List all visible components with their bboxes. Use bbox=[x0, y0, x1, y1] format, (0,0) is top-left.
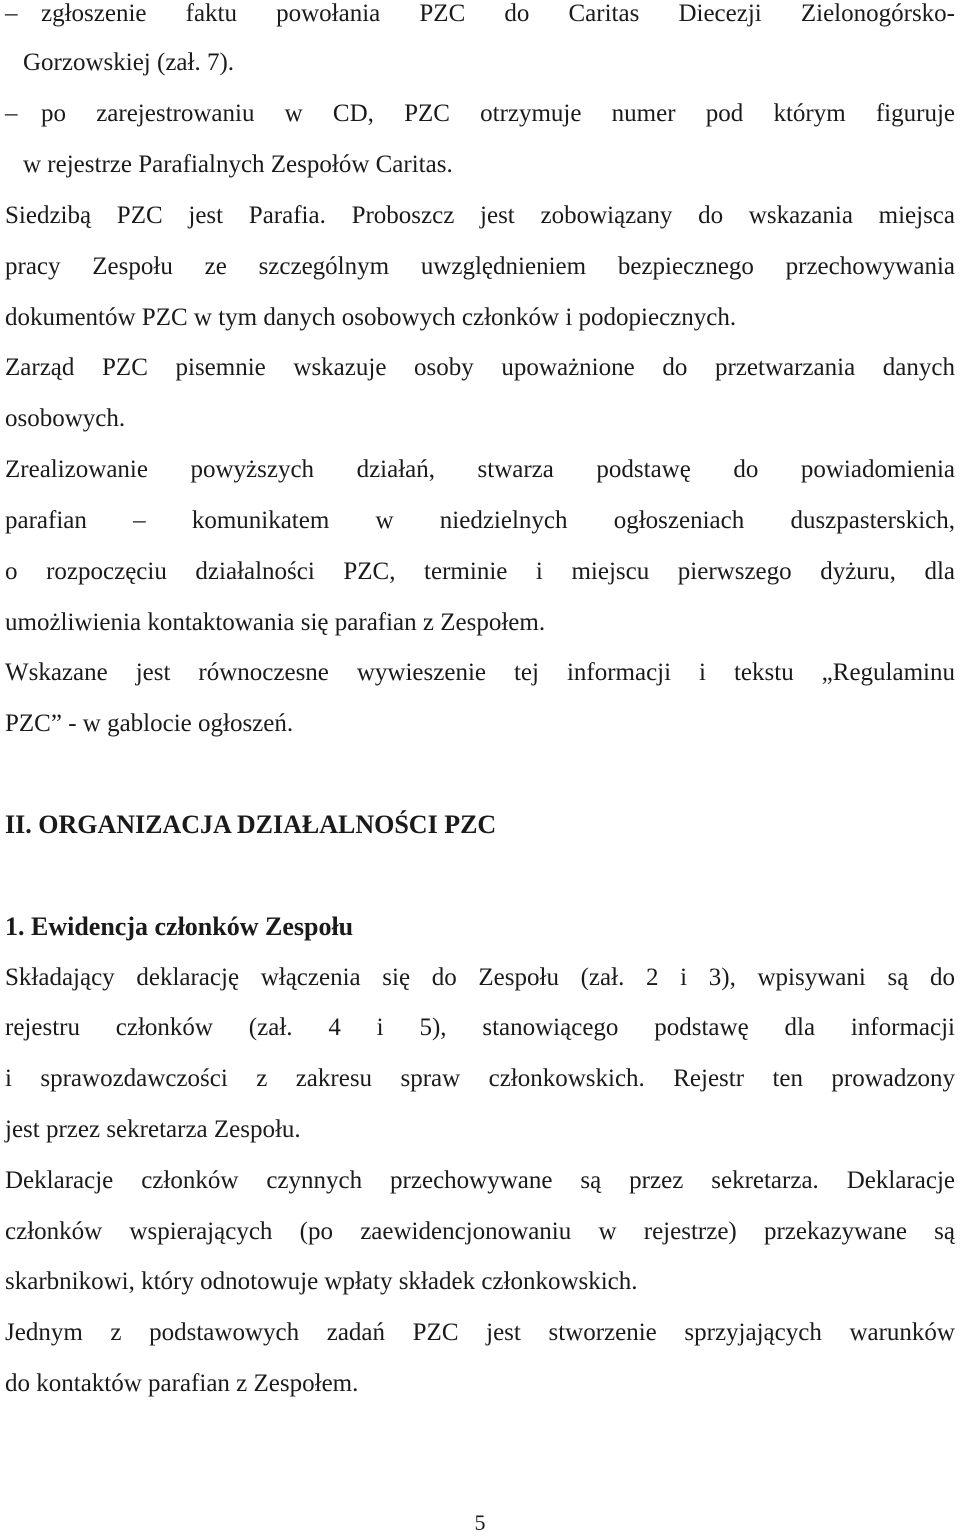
paragraph-line: i sprawozdawczości z zakresu spraw członkowskich. Rejestr ten prowadzony bbox=[5, 1065, 955, 1092]
paragraph-line: parafian – komunikatem w niedzielnych ogłoszeniach duszpasterskich, bbox=[5, 507, 955, 534]
paragraph-line: członków wspierających (po zaewidencjonowaniu w rejestrze) przekazywane są bbox=[5, 1218, 955, 1245]
paragraph-line: do kontaktów parafian z Zespołem. bbox=[5, 1370, 359, 1397]
subsection-heading: 1. Ewidencja członków Zespołu bbox=[5, 912, 354, 941]
bullet-line bbox=[23, 145, 955, 185]
bullet-text: Gorzowskiej (zał. 7). bbox=[23, 49, 235, 76]
bullet-text: po zarejestrowaniu w CD, PZC otrzymuje numer pod którym figuruje bbox=[41, 100, 955, 127]
paragraph-line: pracy Zespołu ze szczególnym uwzględnieniem bezpiecznego przechowywania bbox=[5, 253, 955, 280]
paragraph-line: Zrealizowanie powyższych działań, stwarza podstawę do powiadomienia bbox=[5, 456, 955, 483]
paragraph-line: o rozpoczęciu działalności PZC, terminie i miejscu pierwszego dyżuru, dla bbox=[5, 558, 955, 585]
dash-bullet: – bbox=[5, 100, 18, 127]
paragraph-line: jest przez sekretarza Zespołu. bbox=[5, 1116, 301, 1143]
paragraph-line: Jednym z podstawowych zadań PZC jest stworzenie sprzyjających warunków bbox=[5, 1319, 955, 1346]
paragraph-line: Deklaracje członków czynnych przechowywane są przez sekretarza. Deklaracje bbox=[5, 1167, 955, 1194]
bullet-line bbox=[5, 94, 955, 134]
bullet-line bbox=[23, 43, 955, 83]
paragraph-line: osobowych. bbox=[5, 405, 126, 432]
paragraph-line: Składający deklarację włączenia się do Zespołu (zał. 2 i 3), wpisywani są do bbox=[5, 964, 955, 991]
bullet-line bbox=[5, 0, 955, 34]
bullet-text: zgłoszenie faktu powołania PZC do Caritas Diecezji Zielonogórsko- bbox=[41, 0, 955, 27]
paragraph-line: skarbnikowi, który odnotowuje wpłaty składek członkowskich. bbox=[5, 1268, 638, 1295]
paragraph-line: Wskazane jest równoczesne wywieszenie tej informacji i tekstu „Regulaminu bbox=[5, 659, 955, 686]
paragraph-line: dokumentów PZC w tym danych osobowych członków i podopiecznych. bbox=[5, 304, 737, 331]
paragraph-line: umożliwienia kontaktowania się parafian z Zespołem. bbox=[5, 609, 546, 636]
dash-bullet: – bbox=[5, 0, 18, 27]
paragraph-line: PZC” - w gablocie ogłoszeń. bbox=[5, 710, 294, 737]
page-number: 5 bbox=[474, 1510, 486, 1535]
bullet-text: w rejestrze Parafialnych Zespołów Caritas. bbox=[23, 151, 453, 178]
paragraph-line: rejestru członków (zał. 4 i 5), stanowiącego podstawę dla informacji bbox=[5, 1014, 955, 1041]
section-heading: II. ORGANIZACJA DZIAŁALNOŚCI PZC bbox=[5, 810, 497, 839]
paragraph-line: Zarząd PZC pisemnie wskazuje osoby upoważnione do przetwarzania danych bbox=[5, 354, 955, 381]
paragraph-line: Siedzibą PZC jest Parafia. Proboszcz jest zobowiązany do wskazania miejsca bbox=[5, 202, 955, 229]
